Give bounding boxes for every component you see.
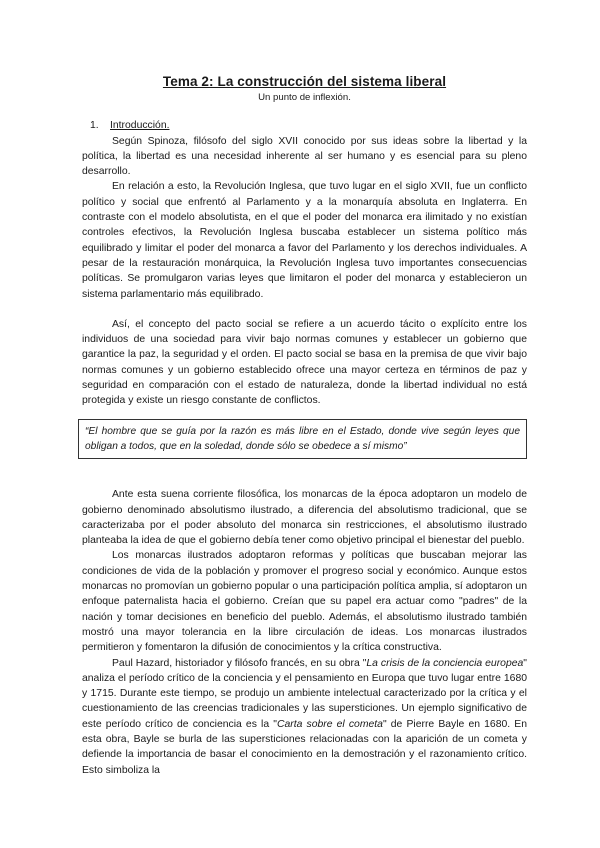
spacer: [82, 302, 527, 317]
document-subtitle: Un punto de inflexión.: [258, 92, 351, 103]
paragraph-paul-hazard: [82, 656, 527, 778]
quote-box: “El hombre que se guía por la razón es más libre en el Estado, donde vive según leyes que obligan a todos, que en la soledad, donde sólo se obedece a sí mismo”: [78, 419, 527, 460]
paragraph-absolutismo-ilustrado: Ante esta suena corriente filosófica, los monarcas de la época adoptaron un modelo de gobierno denominado absolutismo ilustrado, a diferencia del absolutismo tradicional, que se caracterizaba por el poder absoluto del monarca sin restricciones, el absolutismo ilustrado planteaba la idea de que el gobierno debía tener como objetivo principal el bienestar del pueblo.: [82, 489, 527, 547]
hazard-text-3: " de Pierre Bayle en 1680. En esta obra, Bayle se burla de las supersticiones relacionadas con la aparición de un cometa y defiende la importancia de basar el conocimiento en la demostración y el razonamiento crítico. Esto simboliza la: [82, 718, 527, 776]
hazard-text-1: Paul Hazard, historiador y filósofo francés, en su obra ": [112, 657, 367, 669]
section-introduccion: [82, 118, 527, 778]
document-page: [82, 74, 527, 778]
section-title: Introducción.: [110, 120, 170, 131]
spacer: [82, 471, 527, 487]
paragraph-pacto-social: Así, el concepto del pacto social se refiere a un acuerdo tácito o explícito entre los individuos de una sociedad para vivir bajo normas comunes y establecer un gobierno que garantice la paz, la seguridad y el orden. El pacto social se basa en la premisa de que vivir bajo normas comunes y un gobierno establecido ofrece una mayor certeza en términos de paz y seguridad en comparación con el estado de naturaleza, donde la libertad individual no está protegida y existe un riesgo constante de conflictos.: [82, 318, 527, 407]
paragraph-spinoza: Según Spinoza, filósofo del siglo XVII conocido por sus ideas sobre la libertad y la política, la libertad es una necesidad inherente al ser humano y es esencial para su pleno desarrollo.: [82, 135, 527, 178]
section-number: 1.: [90, 120, 99, 131]
section-heading: [82, 118, 527, 134]
hazard-text-2: " analiza el período crítico de la conciencia y el pensamiento en Europa que tuvo lugar entre 1680 y 1715. Durante este tiempo, se produjo un ambiente intelectual caracterizado por la crítica y el cuestionamiento de las creencias tradicionales y las supersticiones. Un ejemplo significativo de este período crítico de conciencia es la ": [82, 657, 527, 730]
paragraph-monarcas-ilustrados: Los monarcas ilustrados adoptaron reformas y políticas que buscaban mejorar las condiciones de vida de la población y promover el progreso social y económico. Aunque estos monarcas no promovían un gobierno popular o una participación política amplia, sí adoptaron un enfoque paternalista hacia el gobierno. Creían que su papel era actuar como "padres" de la nación y tomar decisiones en beneficio del pueblo. Además, el absolutismo ilustrado también mostró una mayor tolerancia en la libre circulación de ideas. Los monarcas ilustrados permitieron y fomentaron la difusión de conocimientos y la crítica constructiva.: [82, 550, 527, 654]
work-title-crisis: La crisis de la conciencia europea: [366, 657, 524, 669]
document-title: Tema 2: La construcción del sistema liberal: [162, 74, 447, 89]
work-title-carta: Carta sobre el cometa: [276, 718, 383, 730]
paragraph-revolucion-inglesa: En relación a esto, la Revolución Inglesa, que tuvo lugar en el siglo XVII, fue un conflicto político y social que enfrentó al Parlamento y a la monarquía absoluta en Inglaterra. En contraste con el modelo absolutista, en el que el poder del monarca era ilimitado y no existían controles efectivos, la Revolución Inglesa buscaba establecer un sistema político más equilibrado y limitar el poder del monarca a favor del Parlamento y los derechos individuales. A pesar de la restauración monárquica, la Revolución Inglesa tuvo importantes consecuencias políticas. Se promulgaron varias leyes que limitaron el poder del monarca y establecieron un sistema parlamentario más equilibrado.: [82, 181, 527, 300]
